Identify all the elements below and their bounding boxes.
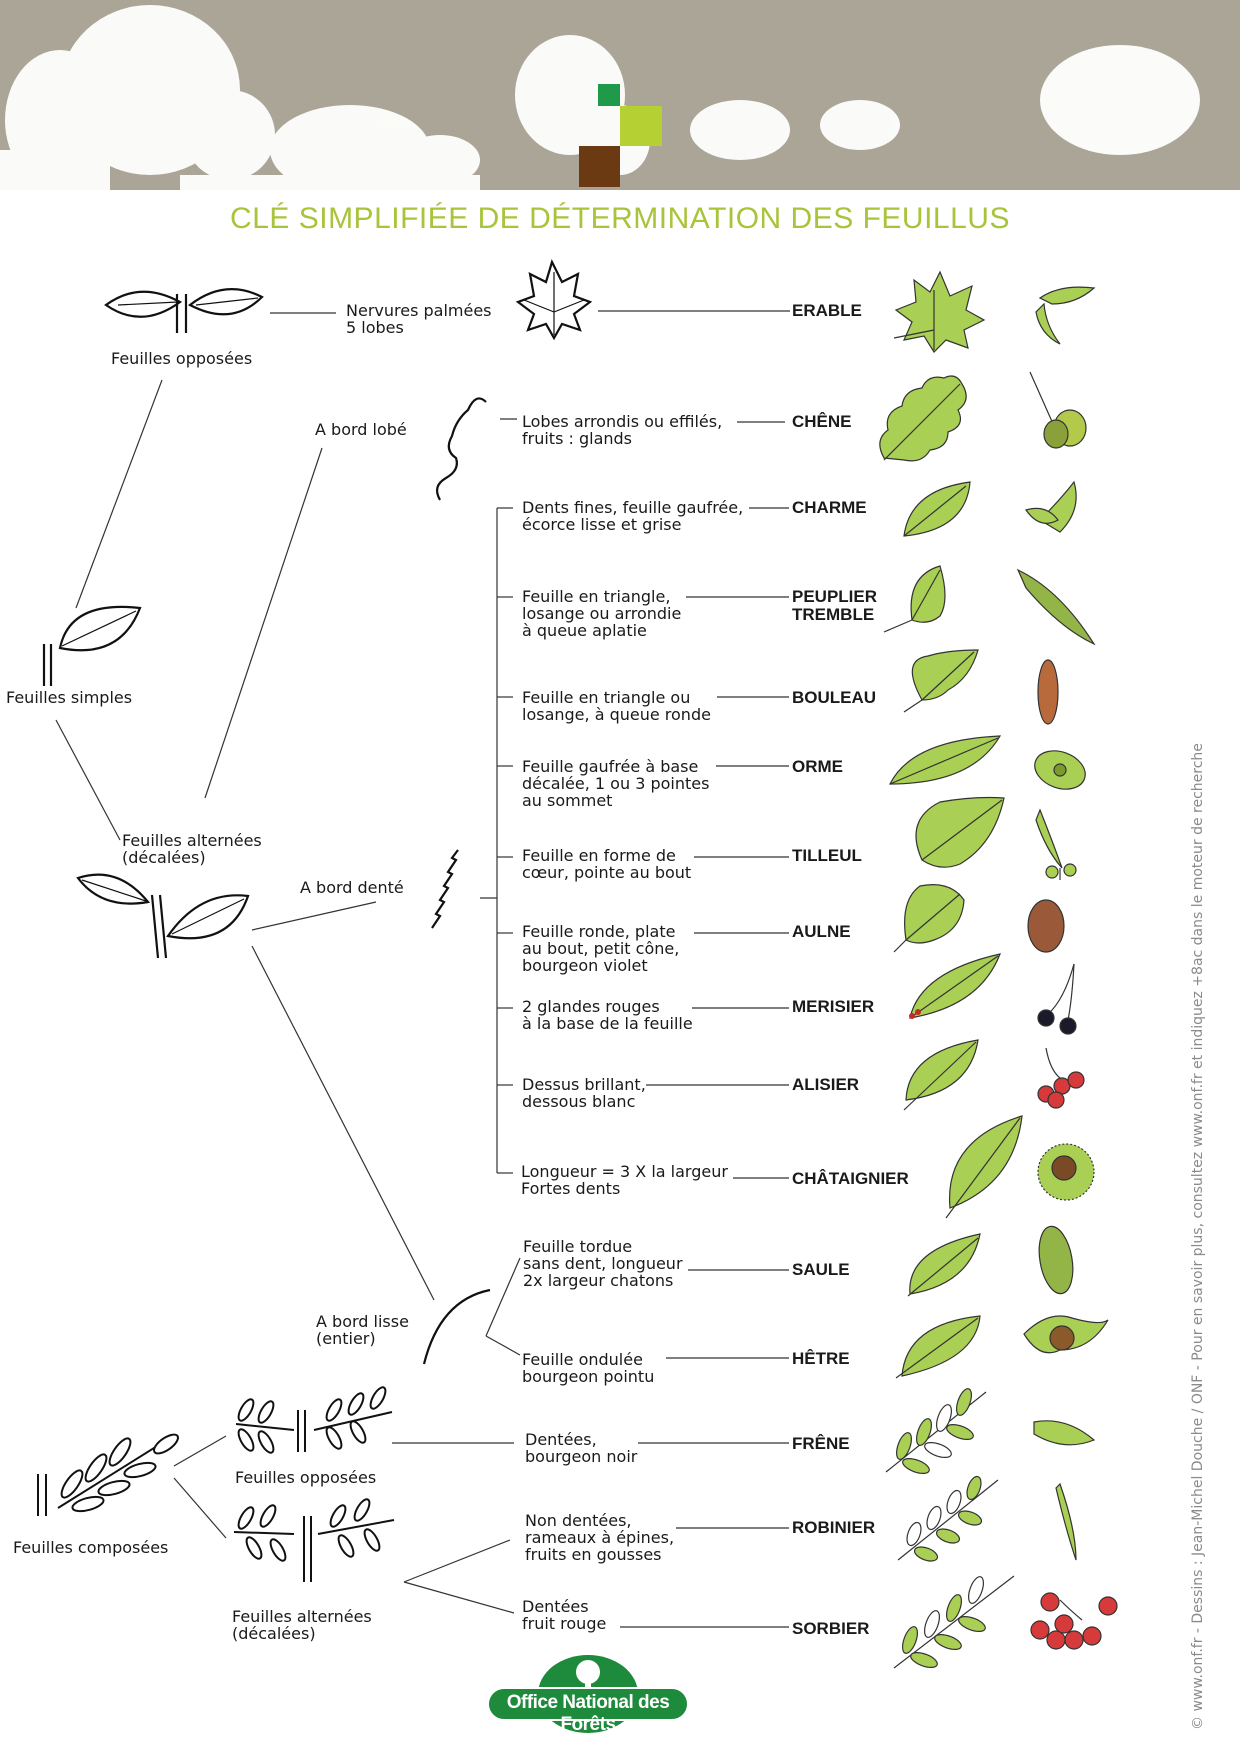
fruit-illustrations	[1018, 287, 1117, 1649]
desc-orme: Feuille gaufrée à base décalée, 1 ou 3 pointes au sommet	[522, 757, 710, 810]
elm-samara-icon	[1029, 744, 1090, 796]
label-feuilles-opposees: Feuilles opposées	[111, 349, 253, 368]
poplar-leaf-icon	[884, 566, 945, 632]
onf-logo-text: Office National des Forêts	[506, 1692, 670, 1735]
species-peuplier-tremble: PEUPLIER TREMBLE	[792, 587, 878, 624]
label-bord-lobe: A bord lobé	[315, 420, 407, 439]
ash-leaf-icon	[886, 1387, 986, 1477]
compound-opposite-leaves-drawing	[236, 1385, 392, 1455]
label-feuilles-simples: Feuilles simples	[6, 688, 133, 707]
whitebeam-berries-icon	[1038, 1048, 1084, 1108]
label-composees-opposees: Feuilles opposées	[235, 1468, 377, 1487]
whitebeam-leaf-icon	[904, 1040, 978, 1110]
species-chataignier: CHÂTAIGNIER	[792, 1169, 909, 1188]
chestnut-burr-icon	[1038, 1144, 1094, 1200]
desc-sorbier: Dentées fruit rouge	[522, 1597, 607, 1633]
beech-nut-icon	[1024, 1316, 1108, 1353]
desc-frene: Dentées, bourgeon noir	[525, 1430, 638, 1466]
credits-vertical-text: © www.onf.fr - Dessins : Jean-Michel Douche / ONF - Pour en savoir plus, consultez www.onf.fr et indiquez +8ac dans le moteur de recherche	[1190, 743, 1206, 1730]
cherry-fruit-icon	[1038, 964, 1076, 1034]
desc-robinier: Non dentées, rameaux à épines, fruits en gousses	[525, 1511, 675, 1564]
label-feuilles-composees: Feuilles composées	[13, 1538, 169, 1557]
simple-leaf-drawing	[44, 607, 140, 686]
desc-erable: Nervures palmées 5 lobes	[346, 301, 492, 337]
smooth-edge-icon	[424, 1290, 490, 1364]
willow-catkin-icon	[1034, 1224, 1077, 1297]
desc-charme: Dents fines, feuille gaufrée, écorce lisse et grise	[522, 498, 744, 534]
onf-logo	[484, 1654, 692, 1734]
poplar-catkin-icon	[1018, 570, 1094, 644]
species-bouleau: BOULEAU	[792, 688, 877, 707]
desc-peuplier: Feuille en triangle, losange ou arrondie à queue aplatie	[522, 587, 682, 640]
label-bord-lisse: A bord lisse (entier)	[316, 1312, 409, 1348]
birch-catkin-icon	[1038, 660, 1058, 724]
desc-alisier: Dessus brillant, dessous blanc	[522, 1075, 646, 1111]
ash-samara-icon	[1034, 1421, 1094, 1445]
species-merisier: MERISIER	[792, 997, 875, 1016]
robinia-pod-icon	[1056, 1484, 1076, 1560]
oak-leaf-icon	[880, 376, 966, 461]
cherry-leaf-icon	[909, 954, 1000, 1019]
desc-hetre: Feuille ondulée bourgeon pointu	[522, 1350, 655, 1386]
birch-leaf-icon	[904, 650, 978, 712]
page-title: CLÉ SIMPLIFIÉE DE DÉTERMINATION DES FEUILLUS	[230, 202, 1010, 235]
rowan-berries-icon	[1031, 1593, 1117, 1649]
hornbeam-leaf-icon	[904, 482, 970, 536]
alder-cone-icon	[1028, 900, 1064, 952]
species-tilleul: TILLEUL	[792, 846, 862, 865]
willow-leaf-icon	[908, 1234, 980, 1296]
elm-leaf-icon	[890, 736, 1000, 784]
label-composees-alternees: Feuilles alternées (décalées)	[232, 1607, 372, 1643]
hornbeam-fruit-icon	[1026, 482, 1076, 532]
lime-leaf-icon	[916, 798, 1004, 868]
toothed-edge-icon	[432, 850, 458, 928]
beech-leaf-icon	[896, 1316, 980, 1378]
species-alisier: ALISIER	[792, 1075, 860, 1094]
chestnut-leaf-icon	[946, 1116, 1022, 1218]
species-saule: SAULE	[792, 1260, 850, 1279]
species-orme: ORME	[792, 757, 843, 776]
maple-leaf-icon	[894, 272, 984, 352]
desc-bouleau: Feuille en triangle ou losange, à queue ronde	[522, 688, 711, 724]
desc-aulne: Feuille ronde, plate au bout, petit cône, bourgeon violet	[522, 922, 680, 975]
compound-leaf-drawing	[38, 1431, 181, 1516]
species-aulne: AULNE	[792, 922, 851, 941]
desc-saule: Feuille tordue sans dent, longueur 2x largeur chatons	[523, 1237, 683, 1290]
species-hetre: HÊTRE	[792, 1349, 850, 1368]
alder-leaf-icon	[894, 885, 964, 952]
species-robinier: ROBINIER	[792, 1518, 876, 1537]
compound-alternate-leaves-drawing	[234, 1497, 394, 1582]
label-feuilles-alternees: Feuilles alternées (décalées)	[122, 831, 262, 867]
rowan-leaf-icon	[894, 1575, 1014, 1671]
robinia-leaf-icon	[898, 1475, 998, 1564]
desc-chene: Lobes arrondis ou effilés, fruits : glands	[522, 412, 723, 448]
label-bord-dente: A bord denté	[300, 878, 404, 897]
lime-fruit-icon	[1036, 810, 1076, 880]
lobed-edge-icon	[437, 398, 486, 500]
species-erable: ERABLE	[792, 301, 862, 320]
species-frene: FRÊNE	[792, 1434, 850, 1453]
acorn-icon	[1030, 372, 1086, 448]
opposite-leaves-drawing	[106, 289, 262, 333]
species-sorbier: SORBIER	[792, 1619, 870, 1638]
maple-samara-icon	[1036, 287, 1094, 344]
desc-tilleul: Feuille en forme de cœur, pointe au bout	[522, 846, 692, 882]
leaf-illustrations	[880, 272, 1022, 1670]
species-chene: CHÊNE	[792, 412, 852, 431]
alternate-leaves-drawing	[78, 875, 248, 958]
desc-chataignier: Longueur = 3 X la largeur Fortes dents	[521, 1162, 728, 1198]
species-charme: CHARME	[792, 498, 867, 517]
desc-merisier: 2 glandes rouges à la base de la feuille	[522, 997, 693, 1033]
